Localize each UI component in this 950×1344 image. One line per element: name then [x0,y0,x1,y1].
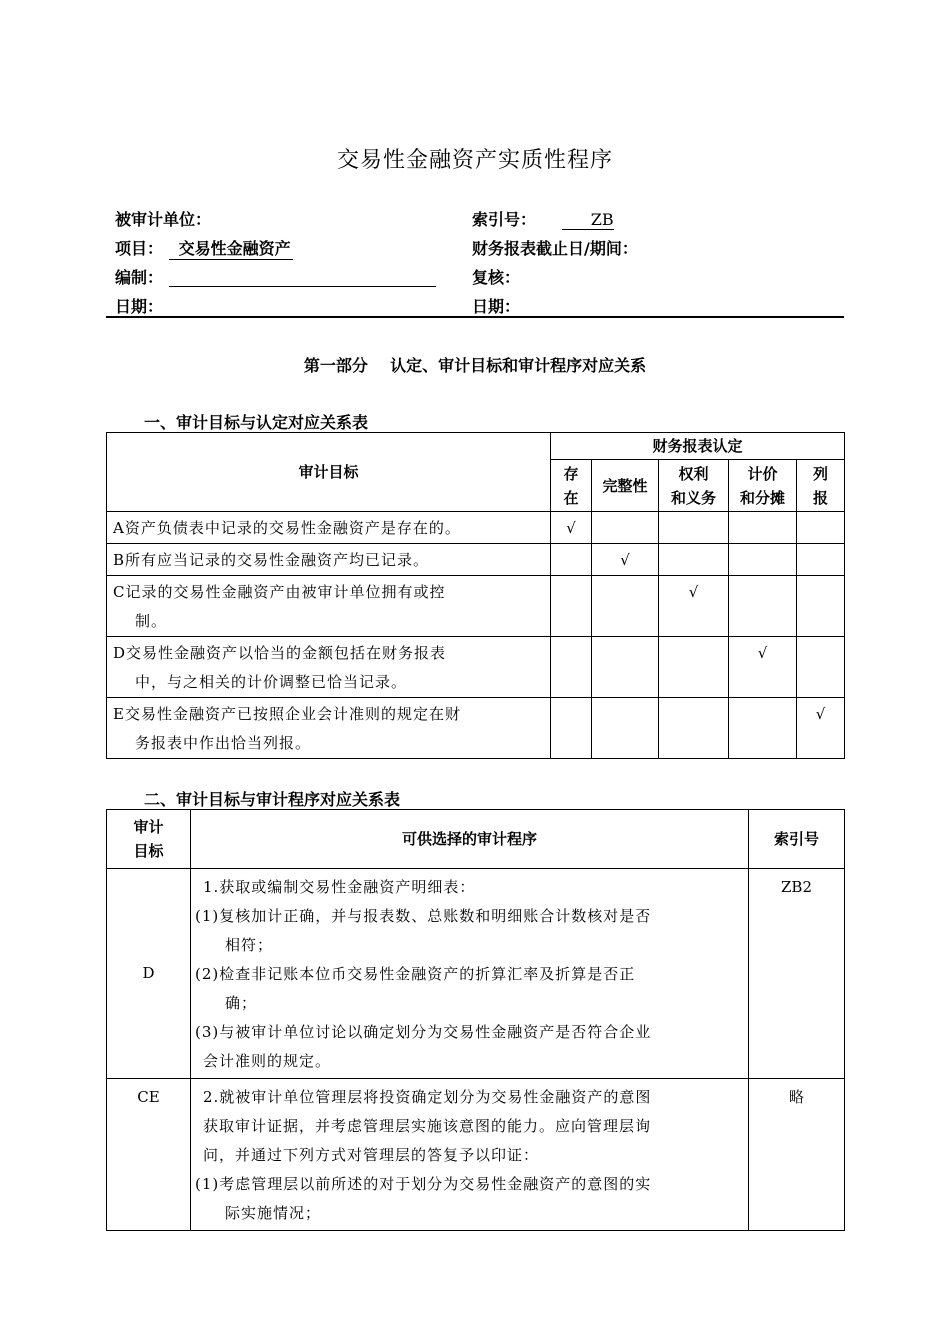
audit-goal-cell [107,544,551,576]
audit-goal-text-cont: 中，与之相关的计价调整已恰当记录。 [135,673,408,691]
assertion-cell [729,637,797,698]
table-row [107,512,845,544]
procedure-line: 确； [225,994,258,1012]
assertion-header-4 [797,460,845,512]
assertion-header-line: 权利 [678,464,709,483]
audit-goal-text: E交易性金融资产已按照企业会计准则的规定在财 [113,705,461,723]
audit-goal-text: B所有应当记录的交易性金融资产均已记录。 [113,551,430,569]
procedure-cell [191,1079,749,1231]
assertion-cell [551,544,592,576]
col-goal-line-1: 审计 [133,818,164,836]
audit-goal-text: C记录的交易性金融资产由被审计单位拥有或控 [113,583,446,601]
col-header-procedure: 可供选择的审计程序 [191,810,749,869]
assertion-header-2 [659,460,729,512]
assertion-cell [551,637,592,698]
audit-goal-cell [107,512,551,544]
col-goal-line-2: 目标 [133,842,164,860]
procedure-line: (2)检查非记账本位币交易性金融资产的折算汇率及折算是否正 [195,965,636,983]
part-title: 第一部分 认定、审计目标和审计程序对应关系 [303,356,647,375]
assertion-cell [729,544,797,576]
procedure-line: 获取审计证据，并考虑管理层实施该意图的能力。应向管理层询 [203,1117,652,1135]
assertion-cell [659,576,729,637]
assertion-header-line: 存 [563,464,579,483]
prepared-line [169,268,436,287]
project-label: 项目： [115,239,164,258]
table-row [107,576,845,637]
date-label-right: 日期： [472,297,521,316]
procedure-line: 相符； [225,936,274,954]
procedure-line: 2.就被审计单位管理层将投资确定划分为交易性金融资产的意图 [203,1088,652,1106]
index-label [472,207,614,230]
procedure-index-cell: ZB2 [749,869,845,1079]
col-header-goal2 [107,810,191,869]
procedure-line: 会计准则的规定。 [203,1052,332,1070]
goal-procedure-table [106,809,845,1231]
assertion-cell [659,544,729,576]
assertion-cell [592,637,659,698]
assertion-header-line: 报 [812,488,828,507]
audited-unit-label: 被审计单位： [115,210,212,229]
project-field [115,236,293,260]
audit-goal-text-cont: 制。 [135,612,168,630]
col-header-assertions: 财务报表认定 [551,433,845,460]
procedure-index-cell: 略 [749,1079,845,1231]
table-row [107,544,845,576]
assertion-cell [592,512,659,544]
assertion-cell [729,698,797,759]
assertion-cell [797,637,845,698]
assertion-cell [729,576,797,637]
date-label-left: 日期： [115,297,164,316]
procedure-line: 问，并通过下列方式对管理层的答复予以印证： [203,1146,540,1164]
review-label: 复核： [472,268,521,287]
procedure-goal-cell: CE [107,1079,191,1231]
assertion-cell [592,576,659,637]
audit-goal-cell [107,698,551,759]
assertion-cell [551,512,592,544]
assertion-cell [797,698,845,759]
check-mark: √ [620,551,630,569]
assertion-header-3 [729,460,797,512]
assertion-cell [659,637,729,698]
col-header-goal: 审计目标 [107,433,551,512]
assertion-header-line: 和义务 [670,488,716,507]
check-mark: √ [688,583,699,601]
assertion-cell [551,698,592,759]
assertion-cell [592,698,659,759]
assertion-header-line: 列 [812,464,828,483]
assertion-cell [659,698,729,759]
prepared-field [115,265,436,288]
assertion-cell [797,512,845,544]
audit-goal-cell [107,576,551,637]
table-row [107,1079,845,1231]
index-label-text: 索引号： [472,210,537,229]
assertion-cell [729,512,797,544]
assertion-cell [797,576,845,637]
table1-title: 一、审计目标与认定对应关系表 [144,413,369,432]
check-mark: √ [566,519,576,537]
period-label: 财务报表截止日/期间： [472,239,638,258]
assertion-cell [797,544,845,576]
table2-title: 二、审计目标与审计程序对应关系表 [144,790,401,809]
page-title: 交易性金融资产实质性程序 [336,148,613,173]
audit-goal-text-cont: 务报表中作出恰当列报。 [135,734,312,752]
check-mark: √ [815,705,826,723]
goal-assertion-table [106,432,845,759]
audit-goal-text: D交易性金融资产以恰当的金额包括在财务报表 [113,644,447,662]
assertion-header-line: 计价 [747,464,778,483]
check-mark: √ [757,644,768,662]
assertion-header-0 [551,460,592,512]
assertion-header-line: 在 [563,488,579,507]
table-row [107,869,845,1079]
audit-goal-cell [107,637,551,698]
index-value: ZB [562,210,614,230]
project-value: 交易性金融资产 [169,236,293,260]
procedure-line: 际实施情况； [225,1204,322,1222]
assertion-header-1 [592,460,659,512]
table-row [107,698,845,759]
audit-goal-text: A资产负债表中记录的交易性金融资产是存在的。 [113,519,461,537]
header-divider [106,316,844,318]
procedure-line: (3)与被审计单位讨论以确定划分为交易性金融资产是否符合企业 [195,1023,652,1041]
prepared-label: 编制： [115,268,164,287]
procedure-line: (1)复核加计正确，并与报表数、总账数和明细账合计数核对是否 [195,907,652,925]
assertion-header-line: 完整性 [602,476,648,495]
procedure-line: (1)考虑管理层以前所述的对于划分为交易性金融资产的意图的实 [195,1175,652,1193]
table-row [107,637,845,698]
assertion-header-line: 和分摊 [739,488,785,507]
assertion-cell [551,576,592,637]
procedure-line: 1.获取或编制交易性金融资产明细表： [203,878,476,896]
col-header-index: 索引号 [749,810,845,869]
assertion-cell [592,544,659,576]
procedure-goal-cell: D [107,869,191,1079]
assertion-cell [659,512,729,544]
procedure-cell [191,869,749,1079]
